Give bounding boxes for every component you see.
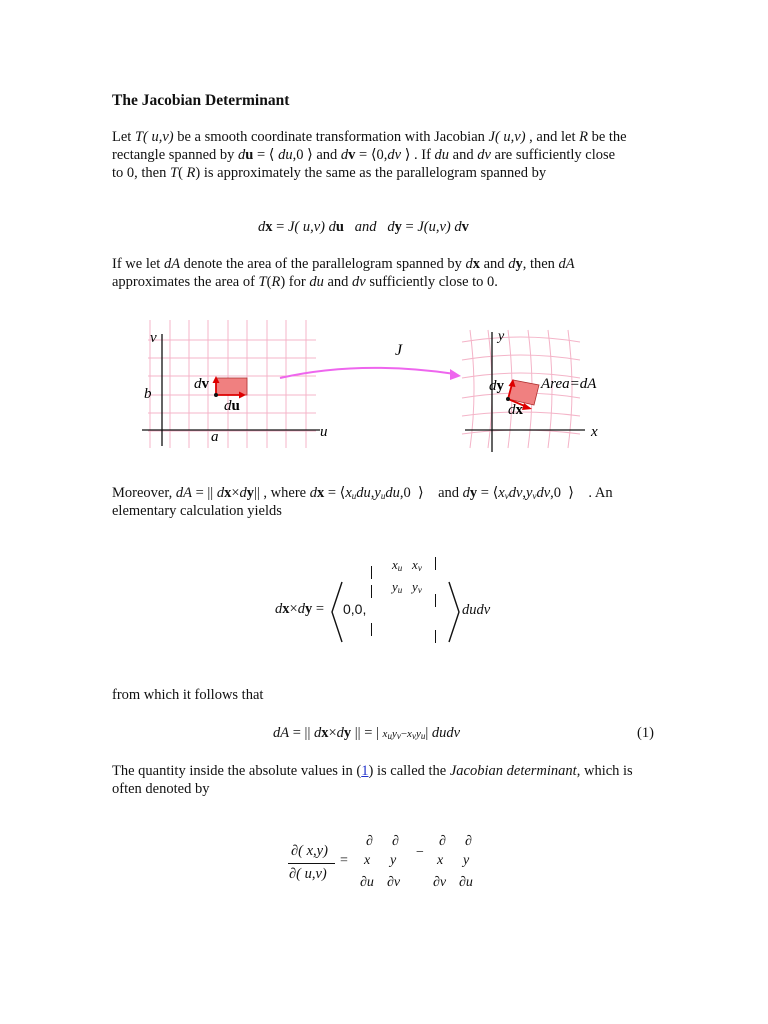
- text: ) for: [280, 274, 310, 290]
- text: approximates the area of: [112, 274, 259, 290]
- dx-label-d: d: [508, 402, 516, 418]
- term-jacobian-determinant: Jacobian determinant: [449, 763, 577, 779]
- math-equals: =: [312, 601, 324, 617]
- math-R: R: [186, 165, 196, 181]
- math-d: d: [387, 219, 395, 235]
- equation-number: (1): [637, 725, 654, 741]
- transformation-figure: [130, 320, 630, 460]
- image-origin-point: [506, 397, 510, 401]
- text: ,: [370, 485, 375, 501]
- text: , and let: [525, 129, 580, 145]
- math-R: R: [579, 129, 588, 145]
- math-x: x: [498, 485, 505, 501]
- dv-label-d: d: [194, 376, 202, 392]
- math-d: d: [462, 485, 470, 501]
- du-label-u: u: [231, 398, 240, 414]
- math-y: y: [392, 579, 398, 594]
- du-label: [224, 398, 240, 414]
- text-and: and: [343, 219, 388, 235]
- paragraph-area-line-1: [112, 255, 575, 273]
- math-T: T: [134, 129, 144, 145]
- b-label: b: [144, 386, 152, 402]
- math-sub: v: [396, 731, 401, 741]
- text: and: [480, 256, 509, 272]
- math-sub: v: [504, 491, 509, 501]
- text: The quantity inside the absolute values in (: [112, 763, 362, 779]
- dx-label: [508, 402, 524, 418]
- text: = ||: [289, 725, 314, 741]
- math-x: x: [392, 557, 398, 572]
- text: to 0, then: [112, 165, 170, 181]
- math-args: ( x,y): [298, 843, 328, 859]
- jacobian-denominator: [289, 866, 327, 883]
- math-args: ( u,v): [494, 129, 526, 145]
- J-label: J: [395, 342, 403, 359]
- math-partial: ∂: [289, 866, 297, 882]
- math-sub: u: [351, 491, 357, 501]
- math-y-bold: y: [246, 485, 254, 501]
- zero-components: 0,0,: [343, 601, 367, 617]
- math-y: y: [526, 485, 533, 501]
- math-d: d: [275, 601, 283, 617]
- map-arrowhead-J: [450, 369, 461, 380]
- math-du: du: [434, 147, 450, 163]
- det-bar-right-3: [435, 630, 436, 643]
- text: = ⟨: [253, 147, 279, 163]
- math-dA: dA: [175, 485, 192, 501]
- text: =: [401, 219, 418, 235]
- text: be a smooth coordinate transformation with Jacobian: [173, 129, 489, 145]
- area-label: Area=dA: [541, 376, 597, 392]
- dy-label-d: d: [489, 378, 497, 394]
- paragraph-jacobian-line-1: [112, 762, 633, 780]
- paragraph-moreover-line-2: elementary calculation yields: [112, 503, 282, 519]
- math-args: (u,v): [423, 219, 455, 235]
- text: ,: [522, 485, 527, 501]
- text: , then: [522, 256, 559, 272]
- det-bar-right-1: [435, 557, 436, 570]
- u-axis-label: u: [320, 424, 328, 440]
- math-y: y: [415, 728, 421, 740]
- origin-point: [214, 393, 218, 397]
- math-x: x: [412, 557, 418, 572]
- dv-label-v: v: [201, 376, 209, 392]
- dy-label-y: y: [496, 378, 504, 394]
- text: (: [266, 274, 272, 290]
- math-dudv: dudv: [431, 725, 461, 741]
- text: sufficiently close to 0.: [365, 274, 498, 290]
- math-sub: v: [411, 731, 416, 741]
- det-bar-right-2: [435, 594, 436, 607]
- math-d: d: [508, 256, 516, 272]
- fraction-bar: [288, 863, 335, 864]
- paragraph-intro-line-1: [112, 128, 627, 146]
- partial-3: ∂: [439, 834, 446, 849]
- jacobian-numerator: [291, 843, 328, 860]
- paragraph-follows: from which it follows that: [112, 687, 264, 703]
- math-d: d: [216, 485, 225, 501]
- math-sub: u: [397, 563, 403, 573]
- text: be the: [587, 129, 627, 145]
- dv-label: [194, 376, 210, 392]
- text: = ⟨: [477, 485, 499, 501]
- math-y-bold: y: [469, 485, 478, 501]
- text: ×: [328, 725, 337, 741]
- math-d: d: [340, 147, 349, 163]
- dy-label: [489, 378, 505, 394]
- det-bar-left-2: [371, 585, 372, 598]
- x-axis-label: x: [591, 424, 598, 440]
- math-y: y: [374, 485, 381, 501]
- math-T: T: [258, 274, 267, 290]
- paragraph-jacobian-line-2: often denoted by: [112, 781, 210, 797]
- math-sub: v: [417, 585, 422, 595]
- math-dv: dv: [536, 485, 551, 501]
- du-label-d: d: [224, 398, 232, 414]
- text: Let: [112, 129, 135, 145]
- math-d: d: [239, 485, 247, 501]
- text: |: [425, 725, 432, 741]
- equation-dx-dy: [258, 218, 469, 236]
- math-R: R: [271, 274, 281, 290]
- text: ×: [231, 485, 240, 501]
- text: ) is called the: [368, 763, 450, 779]
- partial-2: ∂: [392, 834, 399, 849]
- text: denote the area of the parallelogram spanned by: [180, 256, 466, 272]
- text: Moreover,: [112, 485, 176, 501]
- math-u-bold: u: [245, 147, 254, 163]
- math-args: ( u,v): [143, 129, 174, 145]
- det-row-1: [392, 557, 422, 573]
- text: =: [272, 219, 288, 235]
- math-x: x: [345, 485, 352, 501]
- math-y-bold: y: [343, 725, 352, 741]
- rectangle-R: [216, 378, 247, 395]
- math-du: du: [309, 274, 324, 290]
- text: ,0 ⟩ . An: [550, 485, 613, 501]
- partial-v-1: ∂v: [387, 875, 401, 890]
- math-u-bold: u: [335, 219, 344, 235]
- math-y-bold: y: [515, 256, 523, 272]
- math-partial: ∂: [291, 843, 299, 859]
- partial-1: ∂: [366, 834, 373, 849]
- math-sub: u: [387, 731, 392, 741]
- math-x: x: [382, 728, 388, 740]
- paragraph-intro-line-2: [112, 146, 615, 164]
- partial-u-2: ∂u: [459, 875, 473, 890]
- math-dv: dv: [387, 147, 402, 163]
- equation-dA-formula: [273, 724, 460, 745]
- minus-sign: −: [416, 845, 424, 860]
- math-minus: −: [400, 728, 408, 740]
- text: (: [178, 165, 187, 181]
- dx-label-x: x: [515, 402, 523, 418]
- text: = ||: [191, 485, 217, 501]
- math-du: du: [278, 147, 293, 163]
- text: ⟩ . If: [401, 147, 435, 163]
- det-bar-left-1: [371, 566, 372, 579]
- paragraph-area-line-2: [112, 273, 498, 291]
- math-dA: dA: [163, 256, 181, 272]
- math-args: ( u,v): [296, 866, 327, 882]
- text: ) is approximately the same as the parallelogram spanned by: [195, 165, 547, 181]
- partial-u-1: ∂u: [360, 875, 374, 890]
- math-x: x: [407, 728, 412, 740]
- math-sub: u: [397, 585, 403, 595]
- text: , which is: [576, 763, 633, 779]
- text: rectangle spanned by: [112, 147, 239, 163]
- left-angle-bracket: [330, 580, 344, 644]
- math-x-bold: x: [472, 256, 480, 272]
- math-x-bold: x: [265, 219, 273, 235]
- math-d: d: [465, 256, 473, 272]
- a-label: a: [211, 429, 219, 445]
- math-v-bold: v: [348, 147, 356, 163]
- math-T: T: [170, 165, 179, 181]
- math-times: ×: [289, 601, 298, 617]
- math-d: d: [454, 219, 462, 235]
- math-y-bold: y: [304, 601, 313, 617]
- var-x-2: x: [437, 853, 444, 868]
- math-y: y: [412, 579, 418, 594]
- math-d: d: [328, 219, 336, 235]
- partial-4: ∂: [465, 834, 472, 849]
- math-d: d: [297, 601, 305, 617]
- right-angle-bracket: [447, 580, 461, 644]
- math-sub: v: [532, 491, 537, 501]
- math-d: d: [309, 485, 317, 501]
- y-axis-label: y: [498, 329, 505, 344]
- jacobian-equals: =: [340, 853, 348, 868]
- det-bar-left-3: [371, 623, 372, 636]
- text: = ⟨0,: [355, 147, 388, 163]
- math-d: d: [238, 147, 246, 163]
- math-x-bold: x: [224, 485, 232, 501]
- v-axis-label: v: [150, 330, 157, 346]
- text: ,0 ⟩ and: [292, 147, 341, 163]
- math-J: J: [488, 129, 495, 145]
- math-d: d: [336, 725, 344, 741]
- math-sub: v: [417, 563, 422, 573]
- math-d: d: [258, 219, 266, 235]
- page-title: The Jacobian Determinant: [112, 92, 290, 109]
- var-x-1: x: [364, 853, 371, 868]
- math-x-bold: x: [316, 485, 325, 501]
- text: and: [323, 274, 353, 290]
- math-dv: dv: [508, 485, 523, 501]
- math-d: d: [313, 725, 322, 741]
- math-v-bold: v: [461, 219, 469, 235]
- text: = ⟨: [324, 485, 346, 501]
- math-y: y: [391, 728, 397, 740]
- math-dA: dA: [273, 725, 290, 741]
- math-x-bold: x: [282, 601, 290, 617]
- math-sub: u: [420, 731, 426, 741]
- math-du: du: [385, 485, 400, 501]
- paragraph-intro-line-3: [112, 164, 546, 182]
- math-dA: dA: [558, 256, 575, 272]
- math-y-bold: y: [394, 219, 402, 235]
- math-sub: u: [380, 491, 386, 501]
- math-x-bold: x: [321, 725, 329, 741]
- text: If we let: [112, 256, 164, 272]
- math-J: J: [417, 219, 424, 235]
- det-row-2: [392, 579, 422, 595]
- var-y-2: y: [463, 853, 470, 868]
- math-dv: dv: [477, 147, 491, 163]
- text: || = |: [351, 725, 383, 741]
- text: || , where: [254, 485, 310, 501]
- var-y-1: y: [390, 853, 397, 868]
- equation-cross-product-lhs: [275, 601, 324, 618]
- text: and: [449, 147, 478, 163]
- equation-reference-link[interactable]: 1: [361, 763, 369, 779]
- text: are sufficiently close: [490, 147, 616, 163]
- partial-v-2: ∂v: [433, 875, 447, 890]
- math-dv: dv: [352, 274, 366, 290]
- du-dv-factor: dudv: [462, 602, 491, 618]
- text: ,0 ⟩ and: [399, 485, 463, 501]
- math-J: J: [287, 219, 295, 235]
- math-du: du: [356, 485, 371, 501]
- math-args: ( u,v): [294, 219, 329, 235]
